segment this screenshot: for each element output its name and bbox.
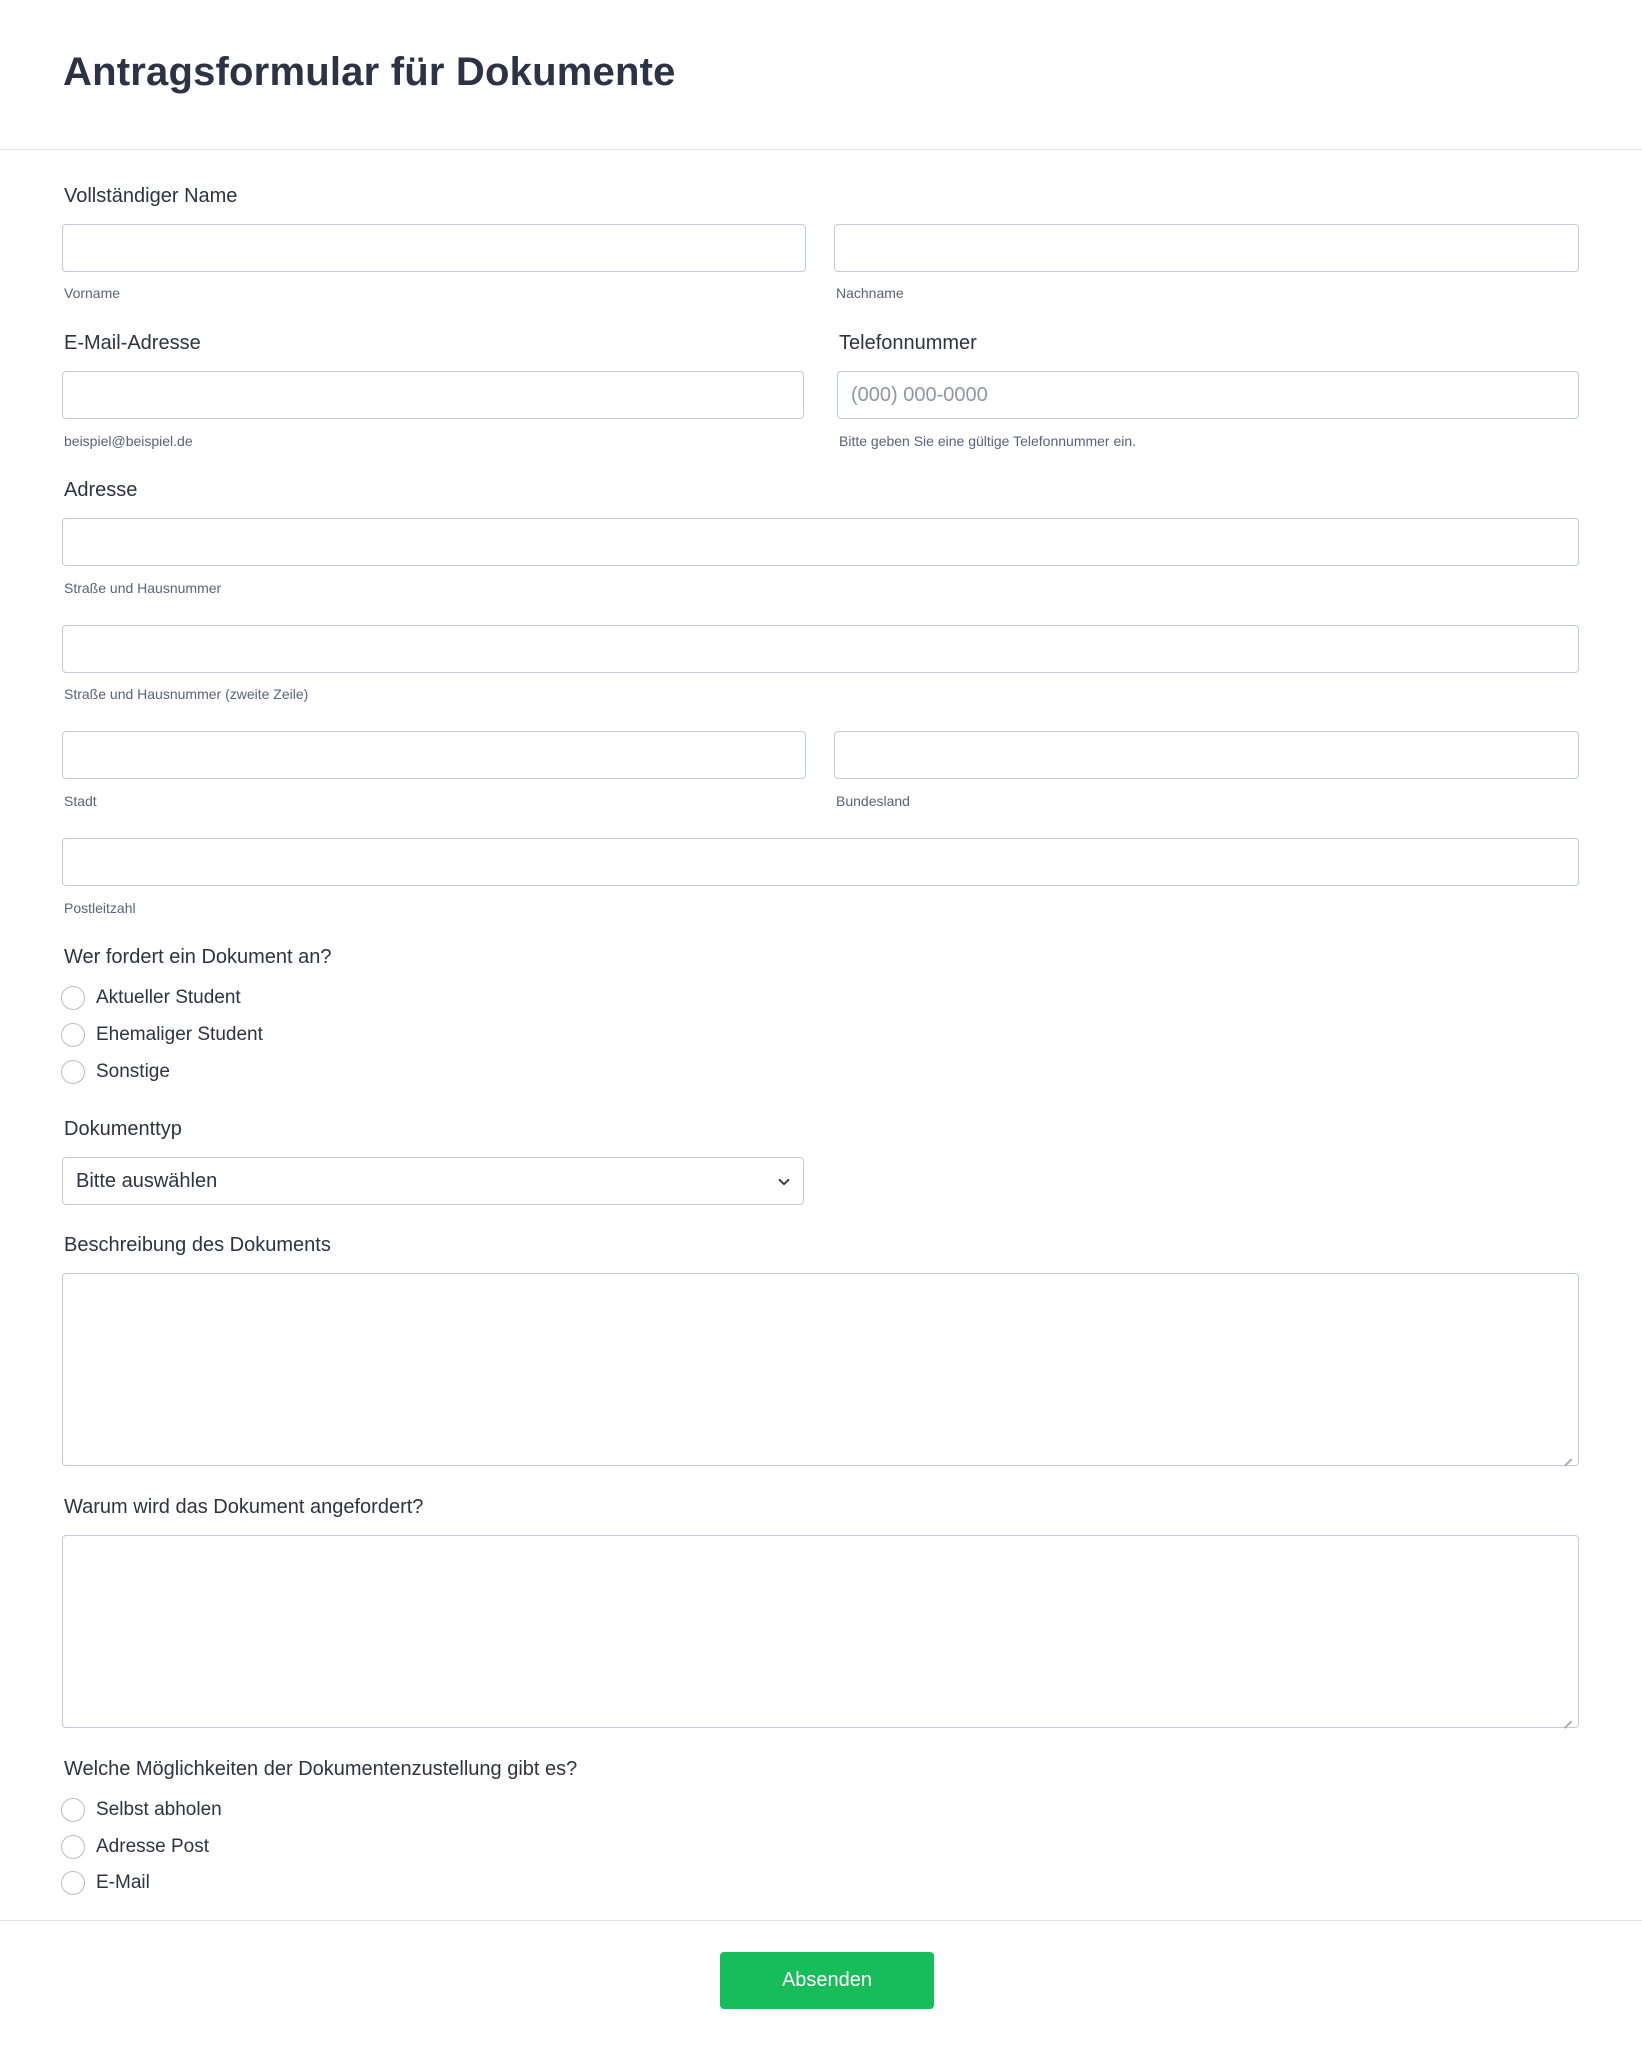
email-label: E-Mail-Adresse — [64, 332, 201, 354]
phone-label: Telefonnummer — [839, 332, 977, 354]
radio-label: Selbst abholen — [96, 1799, 222, 1820]
address-label: Adresse — [64, 479, 138, 501]
resize-handle-icon[interactable] — [1562, 1711, 1572, 1721]
street-sublabel: Straße und Hausnummer — [64, 580, 222, 596]
email-sublabel: beispiel@beispiel.de — [64, 433, 193, 449]
first-name-input[interactable] — [62, 224, 806, 272]
city-input[interactable] — [62, 731, 806, 779]
first-name-sublabel: Vorname — [64, 285, 121, 301]
state-sublabel: Bundesland — [836, 793, 910, 809]
radio-label: Aktueller Student — [96, 987, 241, 1008]
doc-type-selected: Bitte auswählen — [76, 1170, 218, 1192]
zip-sublabel: Postleitzahl — [64, 900, 136, 916]
radio-label: Sonstige — [96, 1061, 170, 1082]
radio-other[interactable] — [61, 1059, 170, 1085]
radio-former-student[interactable] — [61, 1022, 263, 1048]
radio-current-student[interactable] — [61, 985, 241, 1011]
zip-input[interactable] — [62, 838, 1579, 886]
email-input[interactable] — [62, 371, 804, 419]
radio-circle-icon[interactable] — [61, 1871, 85, 1895]
description-label: Beschreibung des Dokuments — [64, 1234, 331, 1256]
radio-circle-icon[interactable] — [61, 1060, 85, 1084]
radio-post[interactable] — [61, 1834, 209, 1860]
last-name-sublabel: Nachname — [836, 285, 904, 301]
phone-sublabel: Bitte geben Sie eine gültige Telefonnummer ein. — [839, 433, 1137, 449]
radio-label: E-Mail — [96, 1872, 150, 1893]
resize-handle-icon[interactable] — [1562, 1449, 1572, 1459]
description-textarea[interactable] — [62, 1273, 1579, 1466]
form-title: Antragsformular für Dokumente — [63, 50, 676, 94]
radio-circle-icon[interactable] — [61, 1023, 85, 1047]
phone-input[interactable] — [837, 371, 1579, 419]
reason-label: Warum wird das Dokument angefordert? — [64, 1496, 424, 1518]
form-header — [0, 0, 1642, 150]
state-input[interactable] — [834, 731, 1579, 779]
street-input[interactable] — [62, 518, 1579, 566]
full-name-label: Vollständiger Name — [64, 185, 238, 207]
radio-label: Adresse Post — [96, 1836, 209, 1857]
doc-type-select[interactable] — [62, 1157, 804, 1205]
chevron-down-icon — [777, 1175, 791, 1189]
submit-button[interactable]: Absenden — [720, 1952, 934, 2009]
radio-label: Ehemaliger Student — [96, 1024, 263, 1045]
delivery-label: Welche Möglichkeiten der Dokumentenzustellung gibt es? — [64, 1758, 578, 1780]
street2-sublabel: Straße und Hausnummer (zweite Zeile) — [64, 686, 309, 702]
street2-input[interactable] — [62, 625, 1579, 673]
radio-email[interactable] — [61, 1870, 150, 1896]
radio-circle-icon[interactable] — [61, 1835, 85, 1859]
radio-pickup[interactable] — [61, 1797, 222, 1823]
radio-circle-icon[interactable] — [61, 1798, 85, 1822]
reason-textarea[interactable] — [62, 1535, 1579, 1728]
requester-label: Wer fordert ein Dokument an? — [64, 946, 332, 968]
doc-type-label: Dokumenttyp — [64, 1118, 182, 1140]
radio-circle-icon[interactable] — [61, 986, 85, 1010]
last-name-input[interactable] — [834, 224, 1579, 272]
city-sublabel: Stadt — [64, 793, 97, 809]
